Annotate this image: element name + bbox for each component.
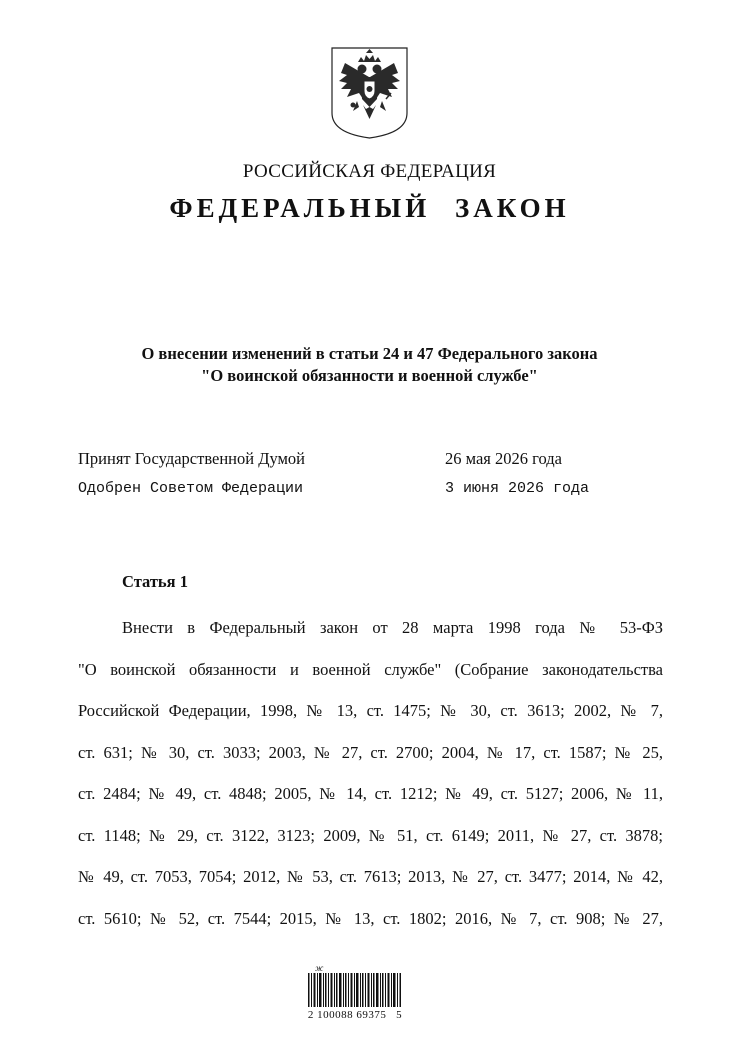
article-line: Российской Федерации, 1998, № 13, ст. 1475; № 30, ст. 3613; 2002, № 7, [78,701,663,720]
coat-of-arms-icon [331,47,408,139]
law-title [0,343,739,387]
law-title-line-1: О внесении изменений в статьи 24 и 47 Федерального закона [141,344,598,363]
article-line: Внести в Федеральный закон от 28 марта 1998 года № 53-ФЗ [122,618,663,637]
article-line: ст. 631; № 30, ст. 3033; 2003, № 27, ст. 2700; 2004, № 17, ст. 1587; № 25, [78,742,663,762]
duma-adoption-label: Принят Государственной Думой [78,449,306,468]
barcode-number: 2 100088 69375 5 [307,1009,403,1021]
country-name: РОССИЙСКАЯ ФЕДЕРАЦИЯ [242,161,497,182]
article-line: № 49, ст. 7053, 7054; 2012, № 53, ст. 7613; 2013, № 27, ст. 3477; 2014, № 42, [78,867,663,886]
council-approval-date: 3 июня 2026 года [445,480,590,497]
law-title-line-2: "О воинской обязанности и военной службе" [201,366,538,385]
article-body [78,607,663,939]
duma-adoption-date: 26 мая 2026 года [445,449,562,468]
barcode-handwritten-mark: ж [315,963,324,973]
council-approval-row [78,480,678,497]
article-line: "О воинской обязанности и военной службе" (Собрание законодательства [78,659,663,679]
council-approval-label: Одобрен Советом Федерации [78,480,304,497]
article-line: ст. 2484; № 49, ст. 4848; 2005, № 14, ст. 1212; № 49, ст. 5127; 2006, № 11, [78,784,663,803]
article-line: ст. 1148; № 29, ст. 3122, 3123; 2009, № 51, ст. 6149; 2011, № 27, ст. 3878; [78,825,663,845]
article-line: ст. 5610; № 52, ст. 7544; 2015, № 13, ст. 1802; 2016, № 7, ст. 908; № 27, [78,908,663,928]
duma-adoption-row [78,449,678,469]
barcode-icon [308,973,402,1007]
barcode [300,963,410,1023]
article-heading: Статья 1 [122,572,188,591]
law-type: ФЕДЕРАЛЬНЫЙ ЗАКОН [169,193,570,223]
